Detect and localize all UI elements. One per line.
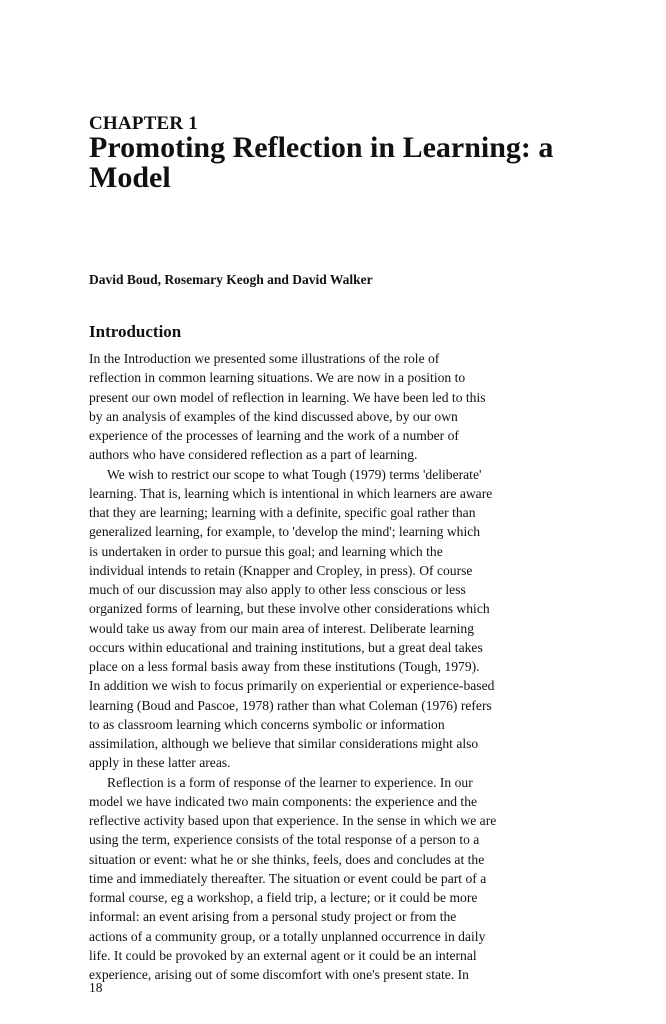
text-line: formal course, eg a workshop, a field trip, a lecture; or it could be more — [89, 890, 478, 905]
text-line: informal: an event arising from a personal study project or from the — [89, 909, 457, 925]
text-line: time and immediately thereafter. The situation or event could be part of a — [89, 870, 487, 886]
section-heading: Introduction — [89, 322, 182, 341]
text-line: experience, arising out of some discomfort with one's present state. In — [89, 967, 469, 982]
text-line: experience of the processes of learning and the work of a number of — [89, 428, 459, 443]
text-line: that they are learning; learning with a definite, specific goal rather than — [89, 505, 476, 520]
text-line: occurs within educational and training institutions, but a great deal takes — [89, 639, 483, 655]
text-line: reflective activity based upon that experience. In the sense in which we are — [89, 813, 497, 828]
text-line: reflection in common learning situations. We are now in a position to — [89, 370, 466, 386]
body-text — [89, 349, 609, 984]
text-line: to as classroom learning which concerns symbolic or information — [89, 716, 445, 732]
text-line: authors who have considered reflection as a part of learning. — [89, 447, 418, 463]
text-line: learning. That is, learning which is intentional in which learners are aware — [89, 485, 493, 501]
chapter-title-line: Promoting Reflection in Learning: a — [89, 131, 554, 164]
text-line: would take us away from our main area of interest. Deliberate learning — [89, 620, 475, 636]
text-line: apply in these latter areas. — [89, 755, 231, 771]
text-line: organized forms of learning, but these involve other considerations which — [89, 601, 490, 617]
text-line: much of our discussion may also apply to other less conscious or less — [89, 582, 466, 597]
text-line: using the term, experience consists of the total response of a person to a — [89, 832, 480, 848]
author-list: David Boud, Rosemary Keogh and David Walker — [89, 272, 373, 287]
text-line: actions of a community group, or a totally unplanned occurrence in daily — [89, 928, 486, 944]
text-line: generalized learning, for example, to 'develop the mind'; learning which — [89, 524, 481, 540]
chapter-title-line: Model — [89, 161, 171, 194]
page-number: 18 — [89, 980, 103, 995]
text-line: model we have indicated two main components: the experience and the — [89, 793, 478, 809]
text-line: situation or event: what he or she thinks, feels, does and concludes at the — [89, 851, 485, 867]
text-line: place on a less formal basis away from these institutions (Tough, 1979). — [89, 659, 480, 674]
text-line: individual intends to retain (Knapper and Cropley, in press). Of course — [89, 562, 473, 578]
text-line: by an analysis of examples of the kind discussed above, by our own — [89, 408, 458, 424]
text-line: In the Introduction we presented some illustrations of the role of — [89, 351, 440, 366]
text-line: assimilation, although we believe that similar considerations might also — [89, 736, 479, 751]
text-line: In addition we wish to focus primarily on experiential or experience-based — [89, 678, 495, 694]
text-line: is undertaken in order to pursue this goal; and learning which the — [89, 543, 443, 559]
text-line: Reflection is a form of response of the learner to experience. In our — [107, 774, 473, 790]
text-line: We wish to restrict our scope to what Tough (1979) terms 'deliberate' — [107, 466, 482, 482]
text-line: present our own model of reflection in learning. We have been led to this — [89, 389, 486, 405]
chapter-title — [89, 133, 609, 193]
text-line: learning (Boud and Pascoe, 1978) rather than what Coleman (1976) refers — [89, 697, 492, 713]
chapter-label: CHAPTER 1 — [89, 113, 198, 134]
text-line: life. It could be provoked by an external agent or it could be an internal — [89, 947, 477, 963]
